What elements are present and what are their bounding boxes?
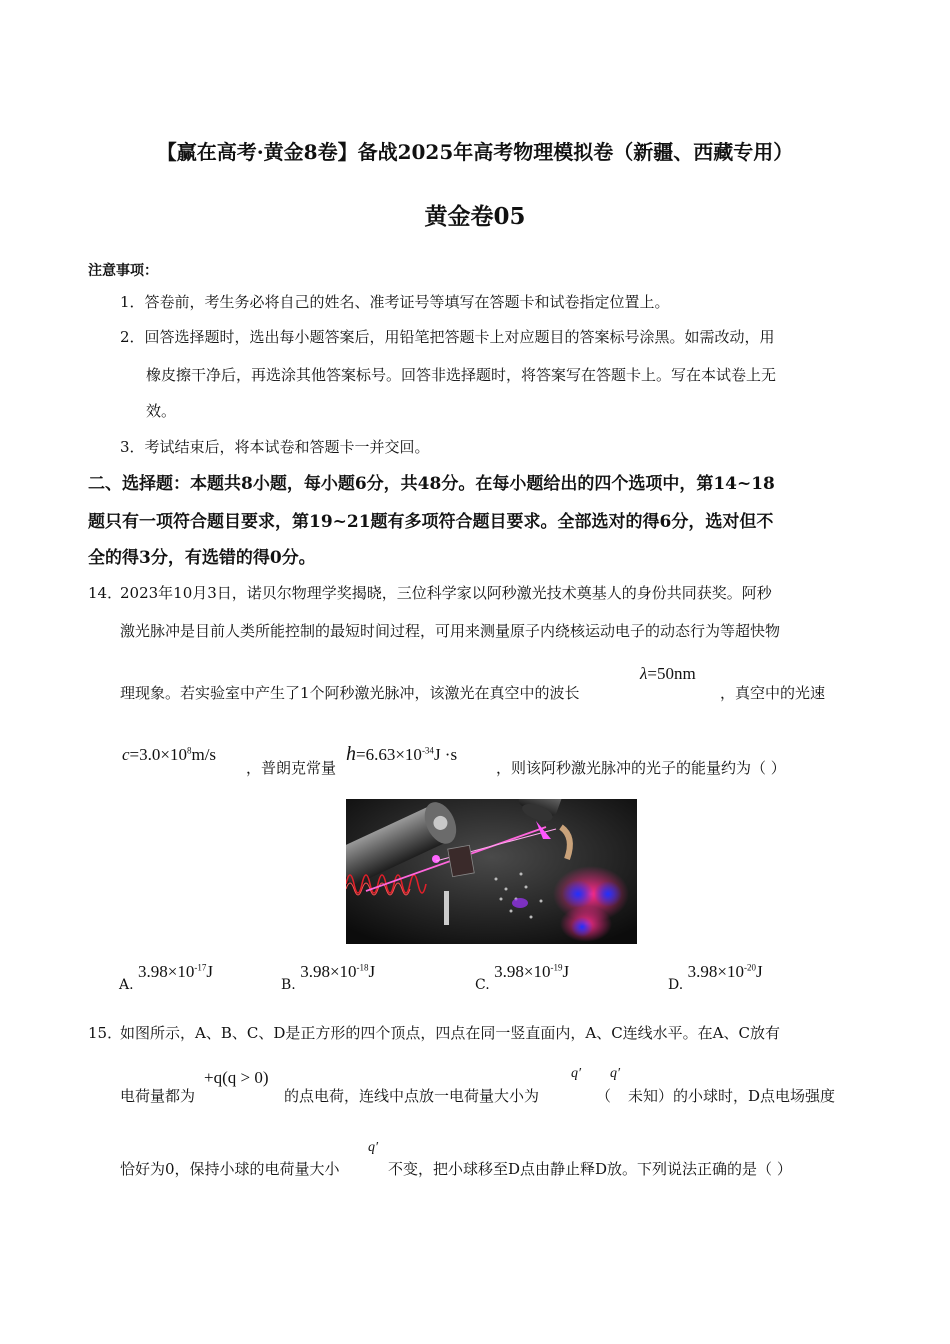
notice-item-text: 考试结束后，将本试卷和答题卡一并交回。: [144, 438, 430, 456]
c-symbol: c: [122, 745, 130, 764]
option-value: $3.98\times 10^{-18}J$: [300, 962, 376, 981]
c-value: =3.0×10: [129, 745, 187, 764]
option-c[interactable]: [475, 962, 570, 993]
option-b[interactable]: [281, 962, 376, 993]
notice-item-2: [120, 326, 775, 347]
notice-item-1: [120, 291, 670, 312]
wavelength-formula: [640, 664, 696, 684]
notice-item-number: 3．: [120, 438, 145, 456]
option-label: D.: [668, 977, 684, 993]
question-text: （: [596, 1087, 612, 1105]
question-text: ，真空中的光速: [720, 684, 826, 702]
light-speed-formula: [122, 745, 216, 765]
question-text: 恰好为0，保持小球的电荷量大小: [120, 1160, 340, 1178]
notice-item-number: 1．: [120, 293, 145, 311]
option-label: A.: [119, 977, 134, 993]
q-prime-symbol: q′: [571, 1066, 582, 1081]
attosecond-laser-figure: [346, 799, 637, 944]
h-exponent: -34: [421, 745, 434, 756]
option-value: $3.98\times 10^{-19}J$: [494, 962, 570, 981]
question-text: ，则该阿秒激光脉冲的光子的能量约为（ ）: [496, 759, 786, 777]
option-value: $3.98\times 10^{-17}J$: [138, 962, 213, 981]
c-unit: m/s: [191, 745, 217, 764]
lambda-value: =50nm: [647, 664, 696, 683]
planck-formula: [346, 743, 457, 766]
charge-formula: +q(q > 0): [204, 1068, 269, 1087]
exam-title: 【赢在高考·黄金8卷】备战2025年高考物理模拟卷（新疆、西藏专用）: [156, 140, 794, 164]
option-value: $3.98\times 10^{-20}J$: [687, 962, 763, 981]
h-symbol: h: [346, 743, 356, 765]
question-text: 不变，把小球移至D点由静止释D放。下列说法正确的是（ ）: [388, 1160, 792, 1178]
question-text: 电荷量都为: [120, 1087, 196, 1105]
question-text: 未知）的小球时，D点电场强度: [628, 1087, 836, 1105]
notice-item-text: 答卷前，考生务必将自己的姓名、准考证号等填写在答题卡和试卷指定位置上。: [144, 293, 670, 311]
section-instructions: 二、选择题：本题共8小题，每小题6分，共48分。在每小题给出的四个选项中，第14~18: [88, 474, 775, 494]
question-text: 激光脉冲是目前人类所能控制的最短时间过程，可用来测量原子内绕核运动电子的动态行为等超快物: [120, 622, 781, 640]
question-number: 15．: [88, 1024, 123, 1042]
notice-item-2-cont: 效。: [146, 402, 177, 420]
notice-item-text: 回答选择题时，选出每小题答案后，用铅笔把答题卡上对应题目的答案标号涂黑。如需改动，用: [144, 328, 775, 346]
question-text: 如图所示，A、B、C、D是正方形的四个顶点，四点在同一竖直面内，A、C连线水平。在A、C放有: [120, 1024, 780, 1042]
exam-subtitle: 黄金卷05: [424, 203, 526, 230]
question-text: 的点电荷，连线中点放一电荷量大小为: [284, 1087, 540, 1105]
question-text: ，普朗克常量: [246, 759, 337, 777]
option-d[interactable]: [668, 962, 763, 993]
question-text: 2023年10月3日，诺贝尔物理学奖揭晓，三位科学家以阿秒激光技术奠基人的身份共同获奖。阿秒: [120, 584, 772, 602]
notice-heading: 注意事项：: [88, 263, 158, 279]
q-prime-symbol: q′: [610, 1066, 621, 1081]
question-number: 14．: [88, 584, 123, 602]
h-unit: J ·s: [433, 745, 458, 764]
c-exponent: 8: [186, 745, 192, 756]
notice-item-3: [120, 436, 430, 457]
option-a[interactable]: [119, 962, 213, 993]
notice-item-number: 2．: [120, 328, 145, 346]
option-label: B.: [281, 977, 296, 993]
laser-experiment-illustration: [346, 799, 637, 944]
section-instructions: 题只有一项符合题目要求，第19~21题有多项符合题目要求。全部选对的得6分，选对但不: [88, 512, 774, 532]
h-value: =6.63×10: [356, 745, 422, 764]
question-text: 理现象。若实验室中产生了1个阿秒激光脉冲，该激光在真空中的波长: [120, 684, 580, 702]
notice-item-2-cont: 橡皮擦干净后，再选涂其他答案标号。回答非选择题时，将答案写在答题卡上。写在本试卷上无: [146, 366, 777, 384]
q-prime-symbol: q′: [368, 1140, 379, 1155]
lambda-symbol: λ: [640, 664, 648, 683]
section-instructions: 全的得3分，有选错的得0分。: [88, 548, 316, 568]
option-label: C.: [475, 977, 490, 993]
